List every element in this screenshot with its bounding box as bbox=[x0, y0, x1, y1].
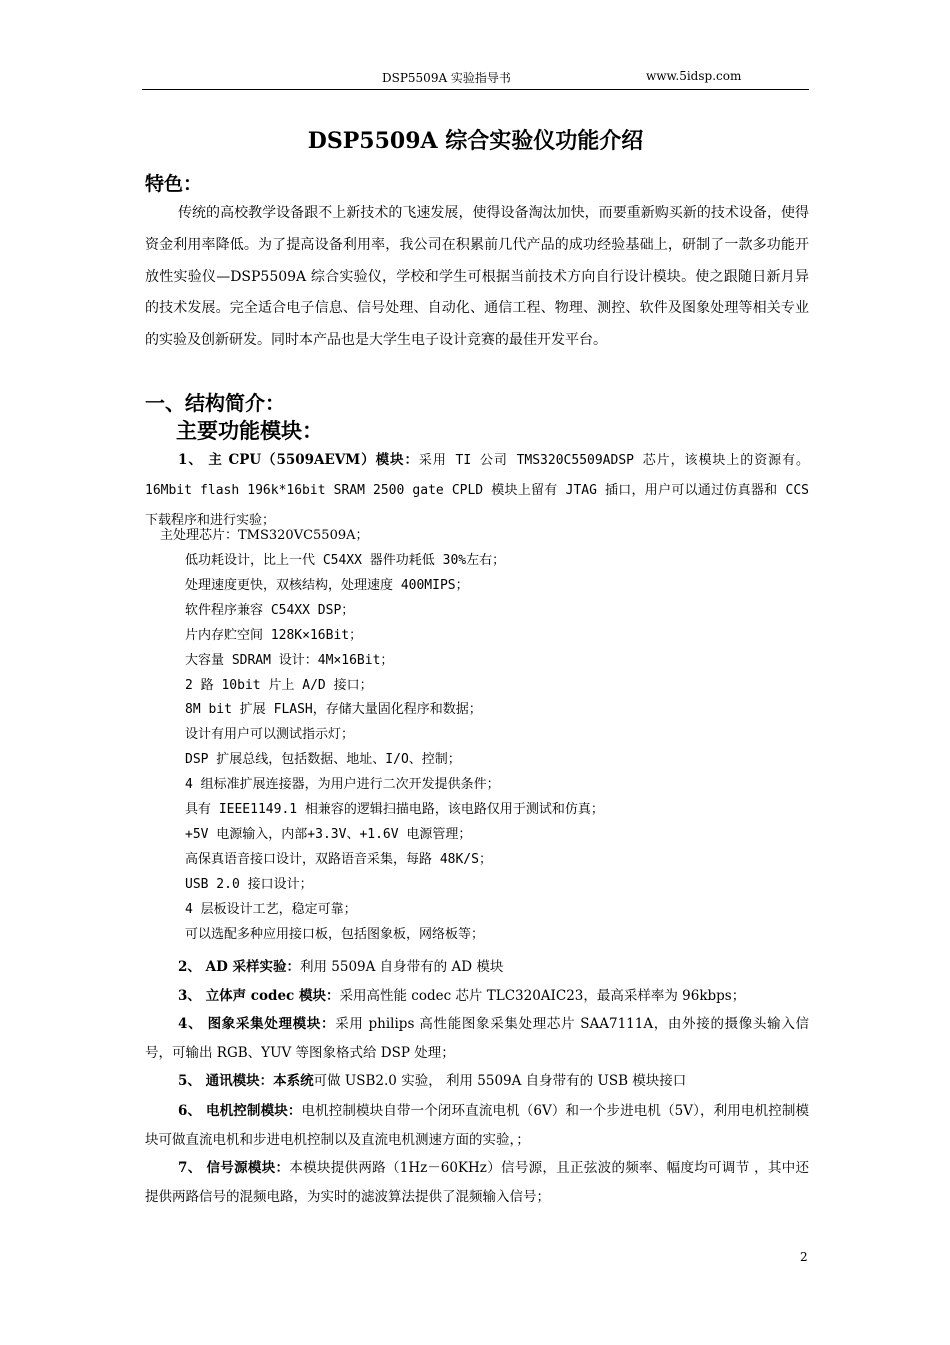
module-text: 采用 philips 高性能图象采集处理芯片 SAA7111A，由外接的摄像头输入信号，可输出 RGB、YUV 等图象格式给 DSP 处理； bbox=[145, 1016, 810, 1061]
spec-item: 设计有用户可以测试指示灯； bbox=[185, 727, 355, 743]
features-paragraph: 传统的高校教学设备跟不上新技术的飞速发展，使得设备淘汰加快，而要重新购买新的技术设备，使得资金利用率降低。为了提高设备利用率，我公司在积累前几代产品的成功经验基础上，研制了一款多功能开放性实验仪—DSP5509A 综合实验仪，学校和学生可根据当前技术方向自行设计模块。使之跟随日新月异的技术发展。完全适合电子信息、信号处理、自动化、通信工程、物理、测控、软件及图象处理等相关专业的实验及创新研发。同时本产品也是大学生电子设计竞赛的最佳开发平台。 bbox=[145, 205, 809, 349]
features-heading: 特色： bbox=[145, 173, 203, 195]
spec-item: 处理速度更快，双核结构，处理速度 400MIPS； bbox=[185, 577, 469, 593]
module-item bbox=[145, 446, 809, 535]
module-label: 1、 主 CPU（5509AEVM）模块： bbox=[178, 452, 419, 468]
spec-item: USB 2.0 接口设计； bbox=[185, 876, 313, 892]
module-item bbox=[145, 1154, 809, 1212]
page-header bbox=[142, 67, 809, 90]
spec-item: +5V 电源输入，内部+3.3V、+1.6V 电源管理； bbox=[185, 826, 472, 842]
spec-item: 可以选配多种应用接口板，包括图象板，网络板等； bbox=[185, 926, 485, 942]
module-text: 本模块提供两路（1Hz－60KHz）信号源，且正弦波的频率、幅度均可调节 ，其中还提供两路信号的混频电路，为实时的滤波算法提供了混频输入信号； bbox=[145, 1160, 810, 1205]
module-label: 7、 信号源模块： bbox=[178, 1160, 290, 1176]
spec-item: 高保真语音接口设计，双路语音采集，每路 48K/S； bbox=[185, 851, 492, 867]
modules-heading: 主要功能模块： bbox=[176, 418, 323, 443]
spec-list bbox=[185, 549, 604, 948]
spec-item: DSP 扩展总线，包括数据、地址、I/O、控制； bbox=[185, 752, 461, 768]
main-chip-line: 主处理芯片：TMS320VC5509A； bbox=[160, 528, 369, 543]
module-label: 4、 图象采集处理模块： bbox=[178, 1016, 336, 1032]
module-text: 采用高性能 codec 芯片 TLC320AIC23，最高采样率为 96kbps； bbox=[339, 988, 746, 1004]
module-item bbox=[145, 1067, 809, 1096]
header-title: DSP5509A 实验指导书 bbox=[382, 71, 511, 85]
module-label: 2、 AD 采样实验： bbox=[178, 959, 300, 975]
structure-heading: 一、结构简介： bbox=[145, 391, 285, 415]
module-label: 5、 通讯模块：本系统 bbox=[178, 1073, 314, 1089]
spec-item: 8M bit 扩展 FLASH，存储大量固化程序和数据； bbox=[185, 702, 482, 718]
header-url: www.5idsp.com bbox=[646, 69, 742, 83]
spec-item: 2 路 10bit 片上 A/D 接口； bbox=[185, 677, 373, 693]
module-item bbox=[145, 1010, 809, 1068]
page-number: 2 bbox=[800, 1250, 808, 1264]
module-item bbox=[145, 953, 809, 982]
module-text: 利用 5509A 自身带有的 AD 模块 bbox=[299, 959, 504, 975]
spec-item: 片内存贮空间 128K×16Bit； bbox=[185, 627, 363, 643]
spec-item: 4 组标准扩展连接器，为用户进行二次开发提供条件； bbox=[185, 777, 500, 793]
module-text: 可做 USB2.0 实验， 利用 5509A 自身带有的 USB 模块接口 bbox=[313, 1073, 687, 1089]
module-item bbox=[145, 982, 809, 1011]
spec-item: 大容量 SDRAM 设计：4M×16Bit； bbox=[185, 652, 394, 668]
page-title: DSP5509A 综合实验仪功能介绍 bbox=[307, 128, 644, 154]
spec-item: 4 层板设计工艺，稳定可靠； bbox=[185, 901, 357, 917]
module-item bbox=[145, 1097, 809, 1155]
module-label: 6、 电机控制模块： bbox=[178, 1103, 302, 1119]
module-label: 3、 立体声 codec 模块： bbox=[178, 988, 340, 1004]
spec-item: 软件程序兼容 C54XX DSP； bbox=[185, 602, 355, 618]
module-text: 采用 TI 公司 TMS320C5509ADSP 芯片，该模块上的资源有。16Mbit flash 196k*16bit SRAM 2500 gate CPLD 模块上留有 JTAG 插口，用户可以通过仿真器和 CCS 下载程序和进行实验； bbox=[145, 453, 809, 528]
spec-item: 具有 IEEE1149.1 相兼容的逻辑扫描电路，该电路仅用于测试和仿真； bbox=[185, 802, 604, 818]
module-text: 电机控制模块自带一个闭环直流电机（6V）和一个步进电机（5V），利用电机控制模块可做直流电机和步进电机控制以及直流电机测速方面的实验，； bbox=[145, 1103, 809, 1148]
spec-item: 低功耗设计，比上一代 C54XX 器件功耗低 30%左右； bbox=[185, 553, 506, 568]
